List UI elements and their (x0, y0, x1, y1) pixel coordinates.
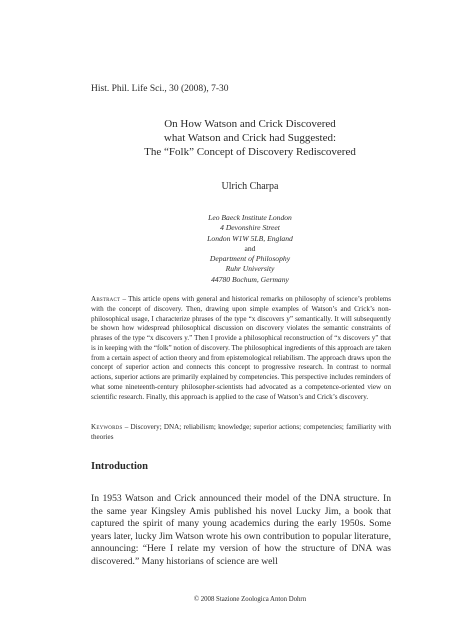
keywords-text: – Discovery; DNA; reliabilism; knowledge; superior actions; competencies; familiarity with theories (91, 423, 391, 441)
abstract-label: Abstract (91, 295, 121, 303)
paper-title (60, 117, 440, 159)
title-line-1: On How Watson and Crick Discovered (164, 118, 336, 130)
affiliation-line-5: Ruhr University (225, 264, 275, 274)
abstract (91, 295, 391, 402)
keywords (91, 423, 391, 443)
abstract-text: – This article opens with general and historical remarks on philosophy of science’s problems with the concept of discovery. Then, drawing upon simple examples of Watson’s and Crick’s non-philosophical usage, I characterize phrases of the type “x discovers y” semantically. It will subsequently be shown how widespread philosophical discussion on discovery violates the semantic constraints of phrases of the type “x discovers y.” Then I provide a philosophical reconstruction of “x discovers y” that is in keeping with the “folk” notion of discovery. The philosophical ingredients of this approach are taken from a certain aspect of action theory and from epistemological reliabilism. The approach draws upon the concept of superior action and connects this concept to progressive research. In contrast to normal actions, superior actions are primarily explained by competencies. This perspective includes reminders of what some nineteenth-century philosopher-scientists had advocated as a competence-oriented view on scientific research. Finally, this approach is applied to the case of Watson’s and Crick’s discovery. (91, 295, 391, 401)
affiliation-line-3: London W1W 5LB, England (207, 233, 293, 243)
affiliation-line-1: Leo Baeck Institute London (208, 213, 292, 222)
author-affiliation (60, 213, 440, 285)
keywords-label: Keywords (91, 423, 123, 431)
section-heading-introduction: Introduction (91, 461, 148, 472)
title-line-2: what Watson and Crick had Suggested: (163, 132, 337, 144)
author-name: Ulrich Charpa (221, 181, 279, 192)
body-paragraph: In 1953 Watson and Crick announced their model of the DNA structure. In the same year Kingsley Amis published his novel Lucky Jim, a book that captured the spirit of many young academics during the early 1950s. Some years later, lucky Jim Watson wrote his own contribution to popular literature, announcing: “Here I relate my version of how the structure of DNA was discovered.” Many historians of science are well (91, 493, 391, 567)
affiliation-and: and (244, 243, 256, 253)
affiliation-line-4: Department of Philosophy (209, 254, 291, 264)
affiliation-line-2: 4 Devonshire Street (220, 223, 280, 233)
affiliation-line-6: 44780 Bochum, Germany (211, 274, 289, 284)
copyright-footer: © 2008 Stazione Zoologica Anton Dohrn (193, 596, 307, 603)
journal-reference: Hist. Phil. Life Sci., 30 (2008), 7-30 (91, 84, 229, 94)
title-line-3: The “Folk” Concept of Discovery Rediscovered (144, 146, 356, 158)
